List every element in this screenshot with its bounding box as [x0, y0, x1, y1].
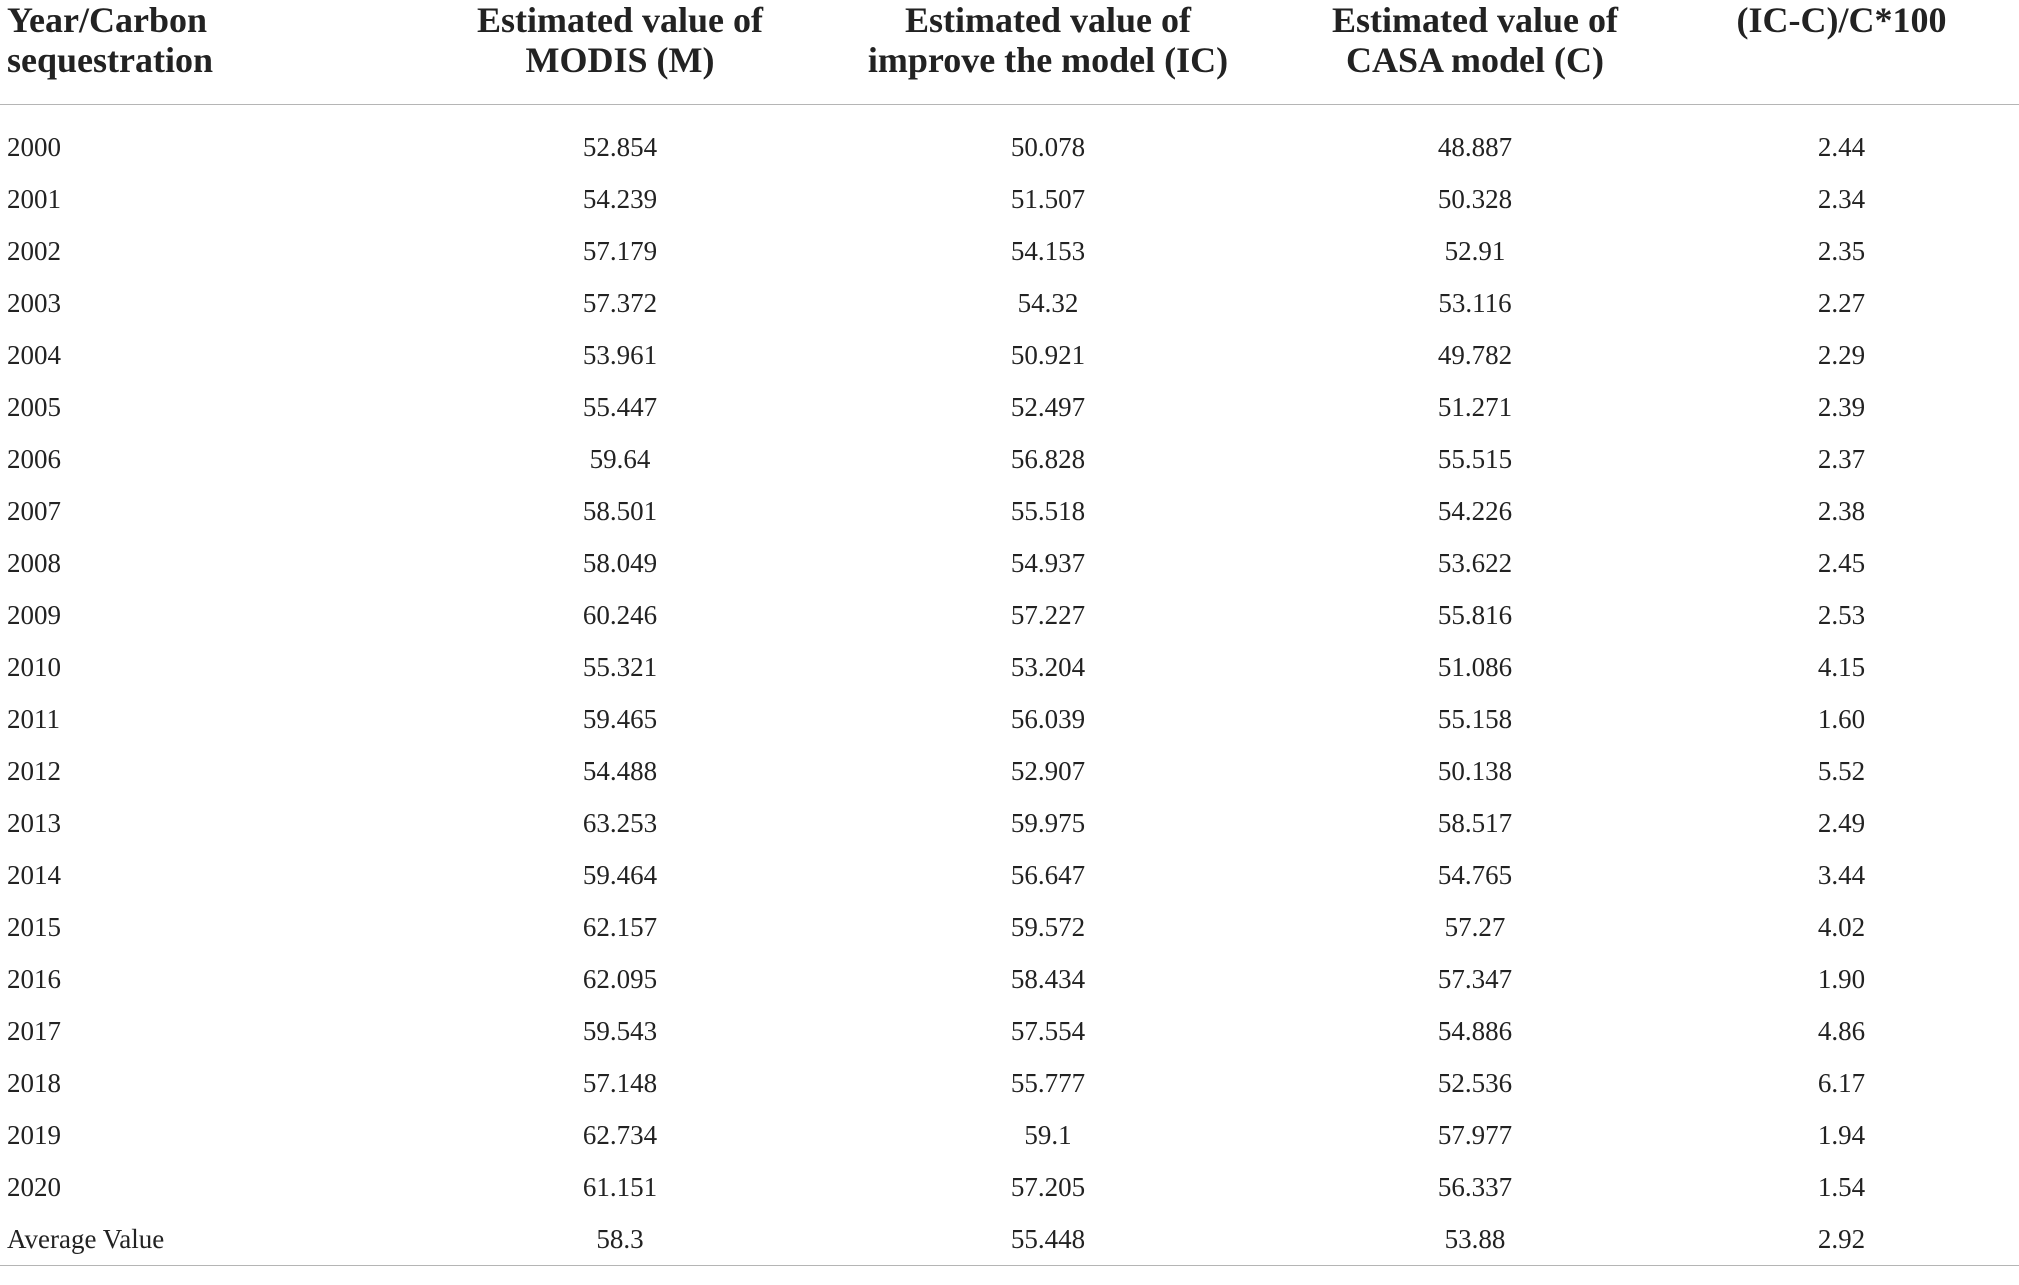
table-row — [0, 381, 2019, 433]
modis-value-cell: 58.501 — [582, 495, 658, 526]
improved-model-value-cell: 55.518 — [1010, 495, 1086, 526]
modis-value-cell: 58.049 — [582, 547, 658, 578]
table-spacer-row — [0, 105, 2019, 122]
table-row — [0, 1005, 2019, 1057]
row-label-cell: 2000 — [7, 131, 61, 162]
improved-model-value-cell: 52.907 — [1010, 755, 1086, 786]
row-label-cell: 2019 — [7, 1119, 61, 1150]
row-label-cell: 2004 — [7, 339, 61, 370]
percent-difference-cell: 1.94 — [1817, 1119, 1866, 1150]
row-label-cell: 2020 — [7, 1171, 61, 1202]
modis-value-cell: 57.148 — [582, 1067, 658, 1098]
table-row — [0, 433, 2019, 485]
header-year-carbon: Year/Carbon sequestration — [0, 0, 430, 105]
casa-model-value-cell: 52.91 — [1444, 235, 1506, 266]
table-row — [0, 121, 2019, 173]
improved-model-value-cell: 54.153 — [1010, 235, 1086, 266]
modis-value-cell: 59.543 — [582, 1015, 658, 1046]
percent-difference-cell: 1.54 — [1817, 1171, 1866, 1202]
percent-difference-cell: 2.44 — [1817, 131, 1866, 162]
improved-model-value-cell: 59.1 — [1024, 1119, 1072, 1150]
table-row — [0, 849, 2019, 901]
percent-difference-cell: 4.86 — [1817, 1015, 1866, 1046]
table-row — [0, 485, 2019, 537]
table-row — [0, 1213, 2019, 1266]
casa-model-value-cell: 57.977 — [1437, 1119, 1513, 1150]
header-row — [0, 0, 2019, 105]
table-row — [0, 953, 2019, 1005]
casa-model-value-cell: 53.116 — [1438, 287, 1512, 318]
improved-model-value-cell: 59.572 — [1010, 911, 1086, 942]
table-row — [0, 225, 2019, 277]
improved-model-value-cell: 56.828 — [1010, 443, 1086, 474]
casa-model-value-cell: 53.622 — [1437, 547, 1513, 578]
row-label-cell: 2015 — [7, 911, 61, 942]
improved-model-value-cell: 53.204 — [1010, 651, 1086, 682]
casa-model-value-cell: 55.816 — [1437, 599, 1513, 630]
casa-model-value-cell: 49.782 — [1437, 339, 1513, 370]
modis-value-cell: 58.3 — [430, 1213, 810, 1266]
percent-difference-cell: 3.44 — [1817, 859, 1866, 890]
percent-difference-cell: 5.52 — [1817, 755, 1866, 786]
table-body — [0, 105, 2019, 1266]
improved-model-value-cell: 54.32 — [1017, 287, 1079, 318]
improved-model-value-cell: 58.434 — [1010, 963, 1086, 994]
modis-value-cell: 52.854 — [582, 131, 658, 162]
improved-model-value-cell: 56.039 — [1010, 703, 1086, 734]
modis-value-cell: 61.151 — [582, 1171, 658, 1202]
row-label-cell: 2016 — [7, 963, 61, 994]
row-label-cell: 2007 — [7, 495, 61, 526]
modis-value-cell: 54.488 — [582, 755, 658, 786]
modis-value-cell: 55.321 — [582, 651, 658, 682]
casa-model-value-cell: 56.337 — [1437, 1171, 1513, 1202]
row-label-cell: 2009 — [7, 599, 61, 630]
percent-difference-cell: 4.02 — [1817, 911, 1866, 942]
improved-model-value-cell: 51.507 — [1010, 183, 1086, 214]
percent-difference-cell: 1.90 — [1817, 963, 1866, 994]
modis-value-cell: 62.157 — [582, 911, 658, 942]
table-row — [0, 901, 2019, 953]
percent-difference-cell: 6.17 — [1817, 1067, 1866, 1098]
table-row — [0, 277, 2019, 329]
table-row — [0, 173, 2019, 225]
percent-difference-cell: 2.35 — [1817, 235, 1866, 266]
percent-difference-cell: 2.39 — [1817, 391, 1866, 422]
modis-value-cell: 54.239 — [582, 183, 658, 214]
modis-value-cell: 57.372 — [582, 287, 658, 318]
casa-model-value-cell: 54.226 — [1437, 495, 1513, 526]
casa-model-value-cell: 51.086 — [1437, 651, 1513, 682]
row-label-cell: 2012 — [7, 755, 61, 786]
percent-difference-cell: 2.34 — [1817, 183, 1866, 214]
table-header — [0, 0, 2019, 105]
casa-model-value-cell: 57.347 — [1437, 963, 1513, 994]
improved-model-value-cell: 54.937 — [1010, 547, 1086, 578]
modis-value-cell: 59.64 — [589, 443, 651, 474]
header-percent-difference: (IC-C)/C*100 — [1664, 0, 2019, 105]
modis-value-cell: 62.095 — [582, 963, 658, 994]
casa-model-value-cell: 50.138 — [1437, 755, 1513, 786]
casa-model-value-cell: 54.765 — [1437, 859, 1513, 890]
casa-model-value-cell: 55.158 — [1437, 703, 1513, 734]
row-label-cell: 2006 — [7, 443, 61, 474]
row-label-cell: 2013 — [7, 807, 61, 838]
table-row — [0, 745, 2019, 797]
modis-value-cell: 57.179 — [582, 235, 658, 266]
table-row — [0, 693, 2019, 745]
improved-model-value-cell: 52.497 — [1010, 391, 1086, 422]
percent-difference-cell: 2.38 — [1817, 495, 1866, 526]
table-row — [0, 329, 2019, 381]
improved-model-value-cell: 57.227 — [1010, 599, 1086, 630]
modis-value-cell: 55.447 — [582, 391, 658, 422]
modis-value-cell: 59.465 — [582, 703, 658, 734]
modis-value-cell: 59.464 — [582, 859, 658, 890]
header-casa-model-estimate: Estimated value of CASA model (C) — [1286, 0, 1664, 105]
improved-model-value-cell: 55.448 — [810, 1213, 1286, 1266]
percent-difference-cell: 4.15 — [1817, 651, 1866, 682]
row-label-cell: Average Value — [0, 1213, 430, 1266]
row-label-cell: 2005 — [7, 391, 61, 422]
casa-model-value-cell: 54.886 — [1437, 1015, 1513, 1046]
percent-difference-cell: 2.29 — [1817, 339, 1866, 370]
casa-model-value-cell: 48.887 — [1437, 131, 1513, 162]
row-label-cell: 2014 — [7, 859, 61, 890]
improved-model-value-cell: 57.554 — [1010, 1015, 1086, 1046]
table-row — [0, 797, 2019, 849]
casa-model-value-cell: 58.517 — [1437, 807, 1513, 838]
table-row — [0, 1161, 2019, 1213]
improved-model-value-cell: 50.078 — [1010, 131, 1086, 162]
modis-value-cell: 53.961 — [582, 339, 658, 370]
improved-model-value-cell: 59.975 — [1010, 807, 1086, 838]
header-improved-model-estimate: Estimated value of improve the model (IC) — [810, 0, 1286, 105]
modis-value-cell: 63.253 — [582, 807, 658, 838]
header-modis-estimate: Estimated value of MODIS (M) — [430, 0, 810, 105]
casa-model-value-cell: 52.536 — [1437, 1067, 1513, 1098]
improved-model-value-cell: 56.647 — [1010, 859, 1086, 890]
table-row — [0, 641, 2019, 693]
row-label-cell: 2018 — [7, 1067, 61, 1098]
row-label-cell: 2008 — [7, 547, 61, 578]
casa-model-value-cell: 53.88 — [1286, 1213, 1664, 1266]
percent-difference-cell: 2.92 — [1664, 1213, 2019, 1266]
table-row — [0, 1109, 2019, 1161]
percent-difference-cell: 2.49 — [1817, 807, 1866, 838]
modis-value-cell: 62.734 — [582, 1119, 658, 1150]
percent-difference-cell: 1.60 — [1817, 703, 1866, 734]
row-label-cell: 2001 — [7, 183, 61, 214]
casa-model-value-cell: 50.328 — [1437, 183, 1513, 214]
row-label-cell: 2003 — [7, 287, 61, 318]
casa-model-value-cell: 55.515 — [1437, 443, 1513, 474]
improved-model-value-cell: 55.777 — [1010, 1067, 1086, 1098]
improved-model-value-cell: 50.921 — [1010, 339, 1086, 370]
percent-difference-cell: 2.45 — [1817, 547, 1866, 578]
table-row — [0, 589, 2019, 641]
row-label-cell: 2011 — [7, 703, 60, 734]
percent-difference-cell: 2.53 — [1817, 599, 1866, 630]
table-row — [0, 1057, 2019, 1109]
row-label-cell: 2017 — [7, 1015, 61, 1046]
casa-model-value-cell: 51.271 — [1437, 391, 1513, 422]
percent-difference-cell: 2.27 — [1817, 287, 1866, 318]
row-label-cell: 2002 — [7, 235, 61, 266]
improved-model-value-cell: 57.205 — [1010, 1171, 1086, 1202]
percent-difference-cell: 2.37 — [1817, 443, 1866, 474]
row-label-cell: 2010 — [7, 651, 61, 682]
casa-model-value-cell: 57.27 — [1444, 911, 1506, 942]
table-row — [0, 537, 2019, 589]
modis-value-cell: 60.246 — [582, 599, 658, 630]
